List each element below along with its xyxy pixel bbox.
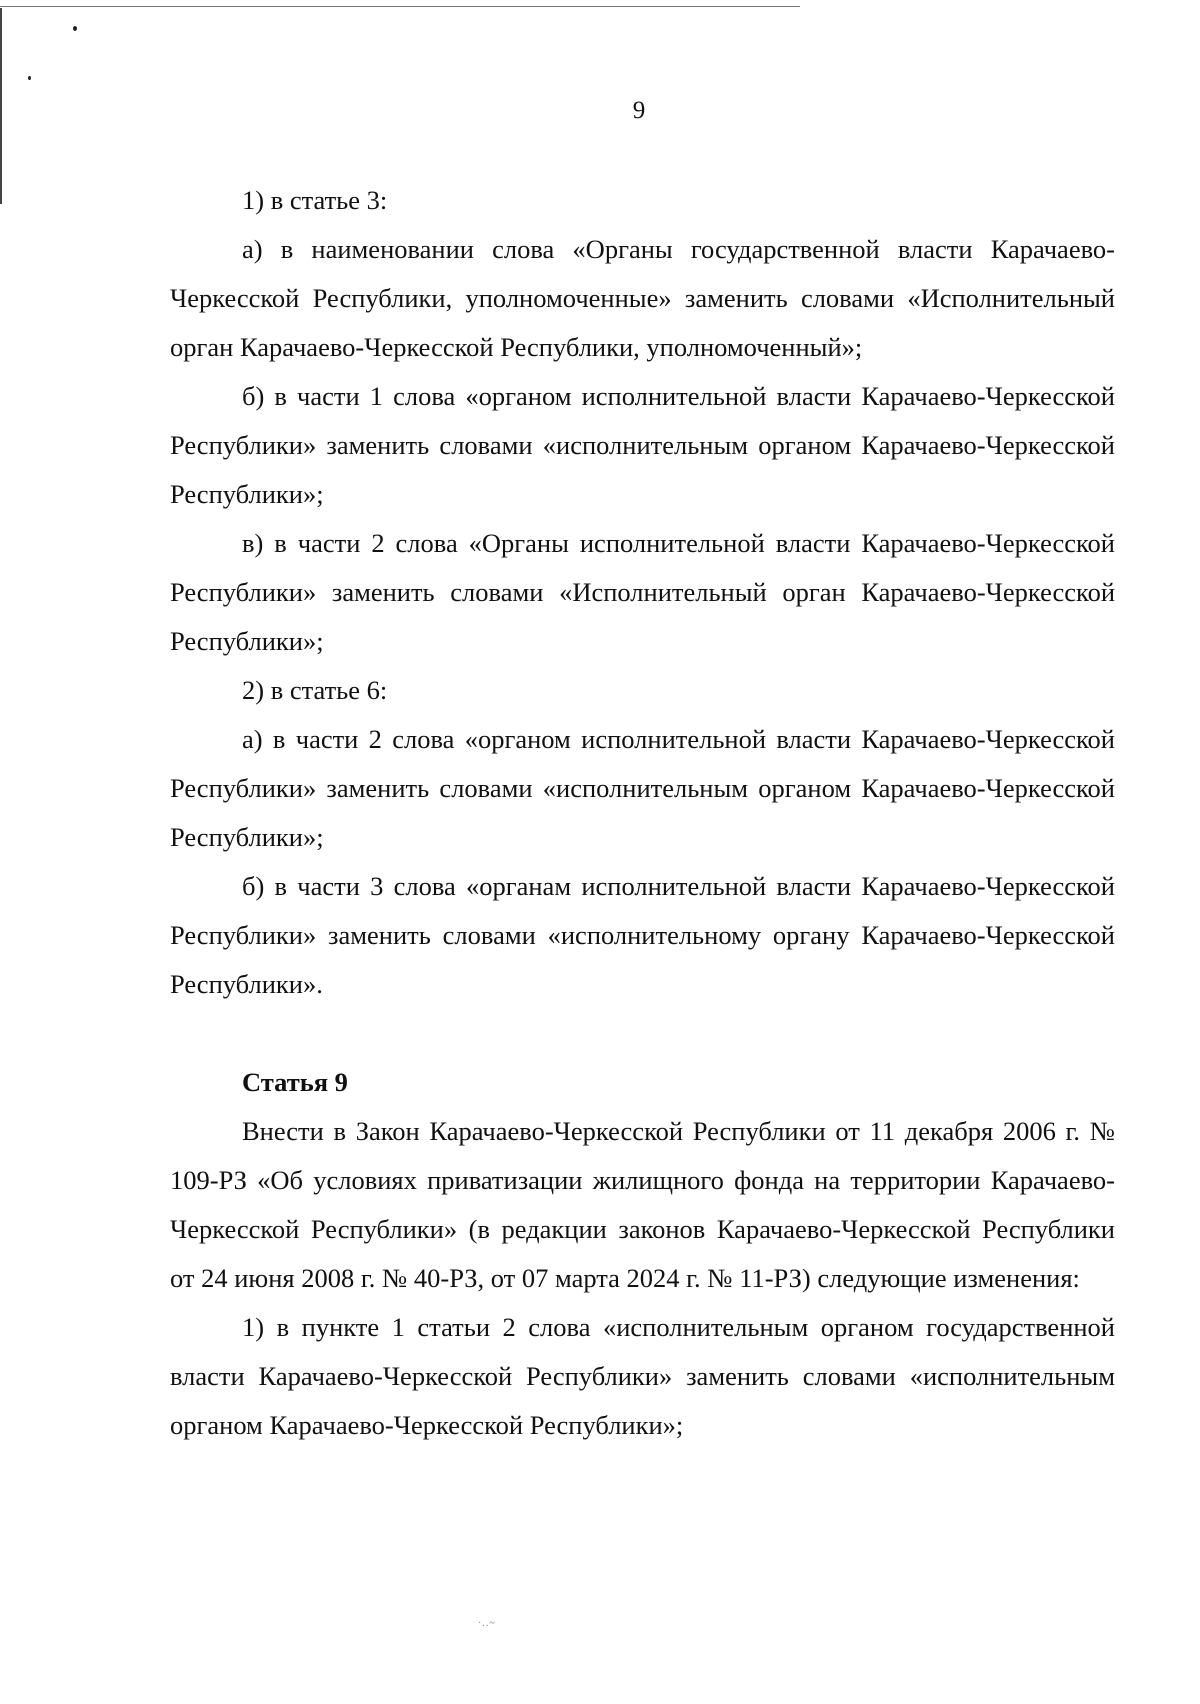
paragraph: б) в части 1 слова «органом исполнительной власти Карачаево-Черкесской Республики» заменить словами «исполнительным органом Карачаево-Черкесской Республики»;: [170, 381, 1115, 509]
paragraph: в) в части 2 слова «Органы исполнительной власти Карачаево-Черкесской Республики» заменить словами «Исполнительный орган Карачаево-Черкесской Республики»;: [170, 528, 1115, 656]
scan-speck: [28, 76, 31, 80]
article-heading: Статья 9: [242, 1067, 348, 1097]
paragraph: 1) в статье 3:: [242, 185, 388, 215]
paragraph: б) в части 3 слова «органам исполнительной власти Карачаево-Черкесской Республики» заменить словами «исполнительному органу Карачаево-Черкесской Республики».: [170, 871, 1115, 999]
section-gap: [170, 1009, 1115, 1058]
scan-smudge: ·..~: [478, 1618, 496, 1629]
paragraph: Внести в Закон Карачаево-Черкесской Республики от 11 декабря 2006 г. № 109-РЗ «Об условиях приватизации жилищного фонда на территории Карачаево-Черкесской Республики» (в редакции законов Карачаево-Черкесской Республики от 24 июня 2008 г. № 40-РЗ, от 07 марта 2024 г. № 11-РЗ) следующие изменения:: [170, 1116, 1115, 1293]
paragraph: а) в части 2 слова «органом исполнительной власти Карачаево-Черкесской Республики» заменить словами «исполнительным органом Карачаево-Черкесской Республики»;: [170, 724, 1115, 852]
scan-edge-top: [0, 6, 800, 7]
paragraph: 2) в статье 6:: [242, 675, 388, 705]
paragraph: а) в наименовании слова «Органы государственной власти Карачаево-Черкесской Республики, уполномоченные» заменить словами «Исполнительный орган Карачаево-Черкесской Республики, уполномоченный»;: [170, 234, 1115, 362]
page-number: 9: [632, 97, 646, 124]
scan-speck: [73, 26, 77, 31]
document-body: [170, 176, 1115, 1450]
paragraph: 1) в пункте 1 статьи 2 слова «исполнительным органом государственной власти Карачаево-Черкесской Республики» заменить словами «исполнительным органом Карачаево-Черкесской Республики»;: [170, 1312, 1115, 1440]
